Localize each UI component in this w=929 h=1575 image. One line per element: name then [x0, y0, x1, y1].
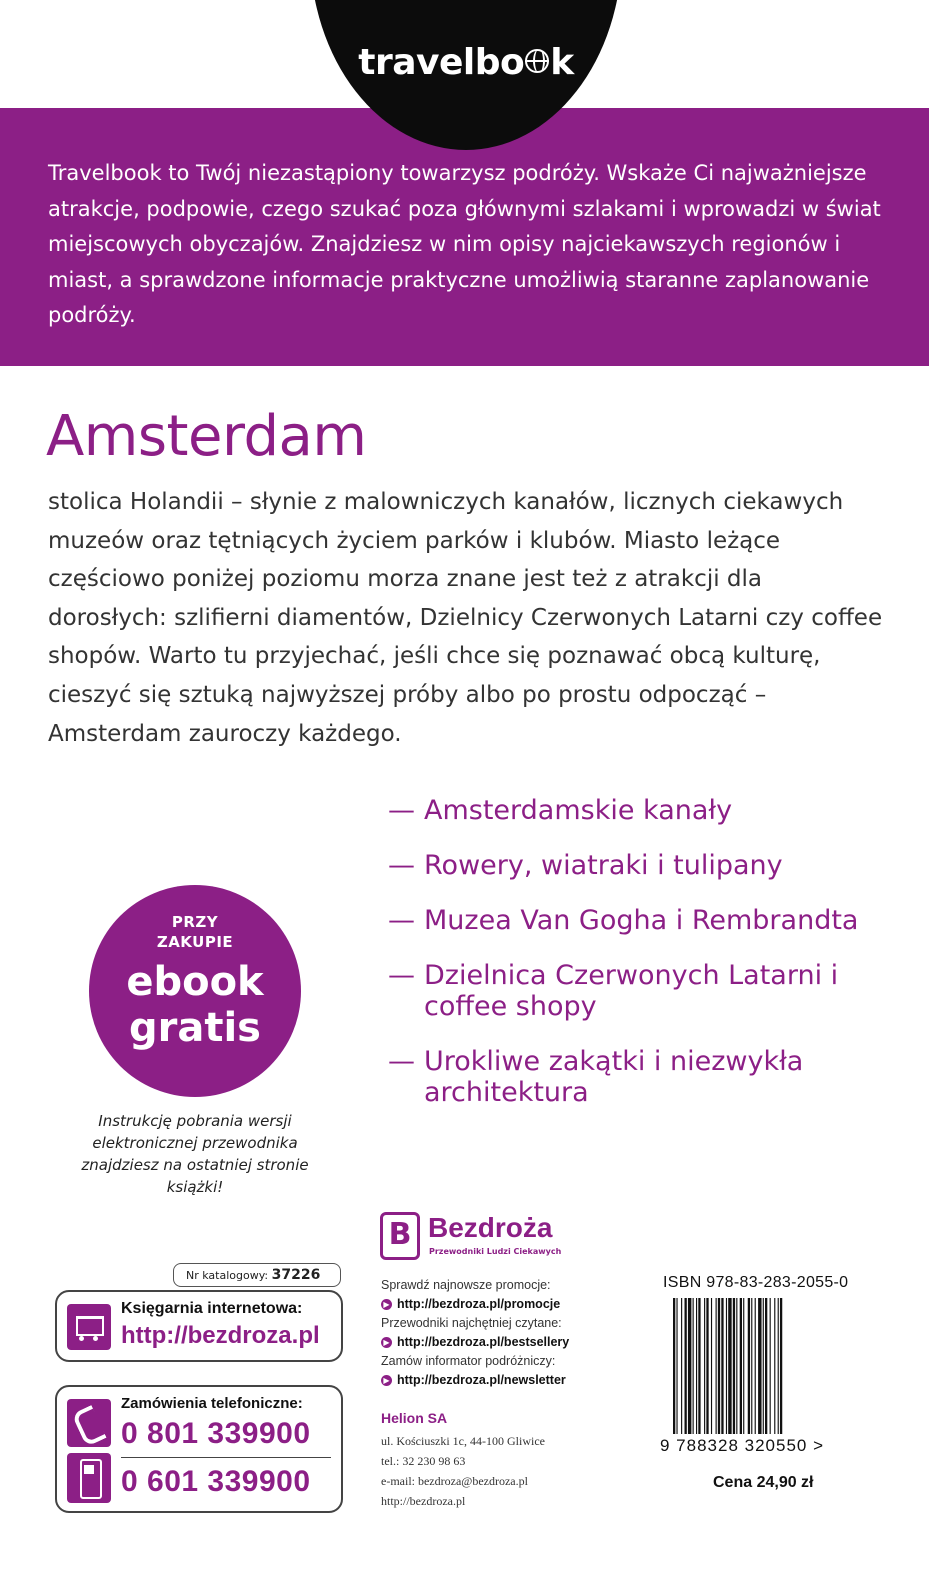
barcode-bar — [688, 1298, 691, 1434]
promo-label: Sprawdź najnowsze promocje: — [381, 1278, 551, 1292]
promo-link-row — [381, 1295, 641, 1314]
address-line: ul. Kościuszki 1c, 44-100 Gliwice — [381, 1434, 545, 1448]
barcode-bar — [696, 1298, 697, 1434]
barcode-bar — [673, 1298, 675, 1434]
catalog-label: Nr katalogowy: — [186, 1269, 269, 1282]
barcode-bar — [721, 1298, 723, 1434]
barcode-bar — [733, 1298, 735, 1434]
promo-link[interactable]: http://bezdroza.pl/promocje — [397, 1297, 561, 1311]
shop-url-link[interactable]: http://bezdroza.pl — [121, 1322, 320, 1349]
phone-orders-box — [55, 1385, 343, 1513]
barcode-bar — [704, 1298, 705, 1434]
barcode-bar — [685, 1298, 687, 1434]
feature-dash: — — [388, 850, 415, 881]
barcode-bar — [726, 1298, 727, 1434]
shop-label: Księgarnia internetowa: — [121, 1300, 303, 1317]
phone-label: Zamówienia telefoniczne: — [121, 1395, 303, 1412]
feature-dash: — — [388, 905, 415, 936]
publisher-tagline: Przewodniki Ludzi Ciekawych — [429, 1247, 562, 1256]
logo-text-left: travelbo — [358, 42, 525, 83]
feature-dash: — — [388, 1046, 415, 1077]
barcode-bar — [755, 1298, 756, 1434]
feature-text: Urokliwe zakątki i niezwykła architektura — [424, 1046, 804, 1108]
feature-item — [388, 1046, 908, 1108]
barcode-bar — [736, 1298, 737, 1434]
logo-letter: B — [388, 1217, 412, 1252]
barcode-bar — [716, 1298, 717, 1434]
catalog-value: 37226 — [271, 1267, 321, 1283]
barcode-bar — [693, 1298, 694, 1434]
bezdroza-logo-icon — [380, 1212, 420, 1260]
publisher-address — [381, 1431, 641, 1511]
feature-item — [388, 960, 908, 1022]
arrow-bullet-icon: ▶ — [381, 1337, 392, 1348]
description: stolica Holandii – słynie z malowniczych kanałów, licznych ciekawych muzeów oraz tętniących życiem parków i klubów. Miasto leżące częściowo poniżej poziomu morza znane jest też z atrakcji dla dorosłych: szlifierni diamentów, Dzielnicy Czerwonych Latarni czy coffee shopów. Warto tu przyjechać, jeśli chce się poznawać obcą kulturę, cieszyć się sztuką najwyższej próby albo po prostu odpocząć – Amsterdam zauroczy każdego. — [48, 489, 883, 747]
barcode-bar — [765, 1298, 767, 1434]
barcode-bar — [780, 1298, 782, 1434]
logo-text-right: k — [550, 42, 574, 83]
email-line: e-mail: bezdroza@bezdroza.pl — [381, 1474, 528, 1488]
ebook-line2: ZAKUPIE — [156, 933, 234, 951]
barcode-bar — [774, 1298, 775, 1434]
phone-number-mobile: 0 601 339900 — [121, 1465, 311, 1498]
intro-text: Travelbook to Twój niezastąpiony towarzysz podróży. Wskaże Ci najważniejsze atrakcje, podpowie, czego szukać poza głównymi szlakami i wprowadzi w świat miejscowych obyczajów. Znajdziesz w nim opisy najciekawszych regionów i miast, a sprawdzone informacje praktyczne umożliwią staranne zaplanowanie podróży. — [48, 161, 881, 327]
barcode-bar — [748, 1298, 750, 1434]
barcode-digits: 9 788328 320550 > — [660, 1436, 825, 1455]
phone-icon — [67, 1399, 111, 1447]
ebook-line1: PRZY — [171, 913, 219, 931]
barcode-bar — [718, 1298, 720, 1434]
bestseller-link-row — [381, 1333, 641, 1352]
feature-dash: — — [388, 795, 415, 826]
newsletter-label: Zamów informator podróżniczy: — [381, 1354, 556, 1368]
page-title: Amsterdam — [46, 404, 367, 469]
barcode-bar — [743, 1298, 744, 1434]
feature-text: Amsterdamskie kanały — [424, 795, 733, 826]
divider — [121, 1457, 331, 1458]
arrow-bullet-icon: ▶ — [381, 1375, 392, 1386]
feature-item — [388, 905, 908, 936]
phone-number-landline: 0 801 339900 — [121, 1417, 311, 1450]
isbn: ISBN 978-83-283-2055-0 — [663, 1274, 849, 1291]
tel-line: tel.: 32 230 98 63 — [381, 1454, 466, 1468]
shopping-cart-icon — [67, 1304, 111, 1350]
arrow-bullet-icon: ▶ — [381, 1299, 392, 1310]
newsletter-link[interactable]: http://bezdroza.pl/newsletter — [397, 1373, 566, 1387]
feature-dash: — — [388, 960, 415, 991]
feature-text: Rowery, wiatraki i tulipany — [424, 850, 783, 881]
ebook-line4: gratis — [129, 1005, 261, 1051]
barcode-bar — [770, 1298, 771, 1434]
publisher-links — [381, 1276, 641, 1390]
feature-item — [388, 795, 908, 826]
barcode-bar — [698, 1298, 700, 1434]
barcode-bar — [681, 1298, 682, 1434]
barcode-bar — [763, 1298, 764, 1434]
online-shop-box — [55, 1290, 343, 1362]
barcode — [673, 1298, 873, 1434]
features-list — [388, 795, 908, 1132]
catalog-number — [173, 1263, 341, 1287]
newsletter-link-row — [381, 1371, 641, 1390]
ebook-line3: ebook — [126, 959, 264, 1005]
ebook-note: Instrukcję pobrania wersji elektronicznej przewodnika znajdziesz na ostatniej stronie książki! — [81, 1112, 309, 1196]
barcode-bar — [740, 1298, 742, 1434]
company-name: Helion SA — [381, 1410, 448, 1426]
barcode-bar — [728, 1298, 731, 1434]
feature-text: Dzielnica Czerwonych Latarni i coffee shopy — [424, 960, 839, 1022]
logo-text — [310, 42, 622, 83]
barcode-bar — [676, 1298, 677, 1434]
barcode-bar — [711, 1298, 712, 1434]
barcode-bar — [751, 1298, 752, 1434]
bestseller-link[interactable]: http://bezdroza.pl/bestsellery — [397, 1335, 570, 1349]
globe-icon — [525, 49, 549, 73]
bestseller-label: Przewodniki najchętniej czytane: — [381, 1316, 562, 1330]
web-line[interactable]: http://bezdroza.pl — [381, 1494, 466, 1508]
barcode-bar — [778, 1298, 779, 1434]
feature-item — [388, 850, 908, 881]
price: Cena 24,90 zł — [713, 1474, 814, 1491]
mobile-phone-icon — [67, 1453, 111, 1503]
feature-text: Muzea Van Gogha i Rembrandta — [424, 905, 859, 936]
barcode-bar — [758, 1298, 761, 1434]
ebook-badge — [89, 885, 301, 1097]
publisher-name: Bezdroża — [428, 1212, 553, 1243]
barcode-bar — [706, 1298, 708, 1434]
